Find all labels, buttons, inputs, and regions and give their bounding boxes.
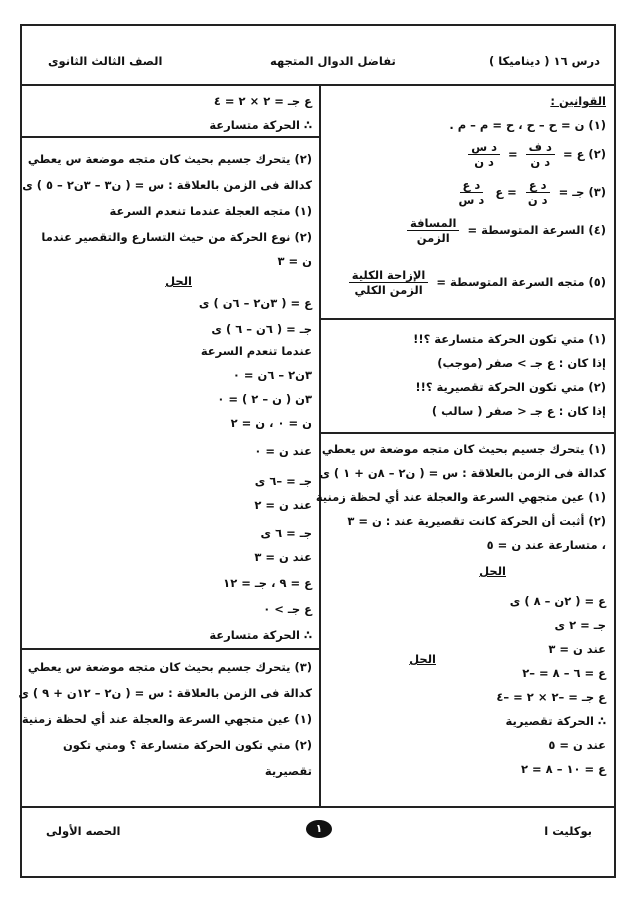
solution-line-6: ∴ الحركة تقصيرية <box>505 714 606 728</box>
law-2-prefix: (٢) ع = <box>562 147 606 161</box>
problem-3-line-3: (١) عين متجهي السرعة والعجلة عند أي لحظة زمنية <box>21 712 312 726</box>
footer-booklet: بوكليت ا <box>544 824 592 838</box>
problem-2-line-5: ن = ٣ <box>277 254 312 268</box>
left-solution-10: جـ = ٦ ى <box>260 526 312 540</box>
law-4-den: الزمن <box>416 231 450 245</box>
problem-2-line-2: كدالة فى الزمن بالعلاقة : س = ( ن٣ – ٣ن٢ – ٥ ) ى <box>22 178 312 192</box>
problem-3-line-2: كدالة فى الزمن بالعلاقة : س = ( ن٢ – ١٢ن + ٩ ) ى <box>18 686 312 700</box>
law-3-mid: = ع <box>495 185 517 199</box>
problem-1-line-2: كدالة فى الزمن بالعلاقة : س = ( ن٢ – ٨ن + ١ ) ى <box>319 466 606 480</box>
law-4-fraction <box>407 216 460 245</box>
law-5-num: الإزاحة الكلية <box>349 268 429 283</box>
law-5-fraction <box>349 268 429 297</box>
law-4-num: المسافة <box>407 216 460 231</box>
page-title: تفاضل الدوال المتجهه <box>270 54 396 68</box>
answer-1: إذا كان : ع جـ > صفر (موجب) <box>437 356 606 370</box>
footer-session: الحصه الأولى <box>46 824 121 838</box>
law-2-f2-num: د س <box>468 140 500 155</box>
problem-3-line-1: (٣) يتحرك جسيم بحيث كان متجه موضعة س يعطي <box>27 660 312 674</box>
solution-line-5: ع جـ = –٢ × ٢ = –٤ <box>496 690 606 704</box>
left-solution-6: ن = ٠ ، ن = ٢ <box>230 416 312 430</box>
right-column <box>315 86 606 806</box>
law-1: (١) ن = ح – ح ، ح = م – م . <box>449 118 606 132</box>
solution-line-1: ع = ( ٢ن – ٨ ) ى <box>509 594 606 608</box>
left-solution-8: جـ = –٦ ى <box>254 474 312 488</box>
law-3 <box>452 178 606 207</box>
grade-label: الصف الثالث الثانوى <box>48 54 163 68</box>
law-5 <box>345 268 606 297</box>
solution-line-8: ع = ١٠ – ٨ = ٢ <box>520 762 606 776</box>
left-solution-1: ع = ( ٣ن٢ – ٦ن ) ى <box>198 296 312 310</box>
problem-1-line-1: (١) يتحرك جسيم بحيث كان متجه موضعة س يعطي <box>321 442 606 456</box>
left-top-line-2: ∴ الحركة متسارعة <box>209 118 312 132</box>
law-2-f1-den: د ن <box>530 155 551 169</box>
problem-2-line-1: (٢) يتحرك جسيم بحيث كان متجه موضعة س يعطي <box>27 152 312 166</box>
solution-line-2: جـ = ٢ ى <box>554 618 606 632</box>
left-solution-2: جـ = ( ٦ن – ٦ ) ى <box>211 322 312 336</box>
lesson-label: درس ١٦ ( ديناميكا ) <box>488 54 600 68</box>
problem-1-line-3: (١) عين متجهي السرعة والعجلة عند أي لحظة زمنية <box>315 490 606 504</box>
left-column <box>18 86 312 806</box>
left-solution-9: عند ن = ٢ <box>254 498 312 512</box>
law-3-f2-num: د ع <box>460 178 484 193</box>
left-solution-4: ٣ن٢ – ٦ن = ٠ <box>232 368 312 382</box>
solution-line-7: عند ن = ٥ <box>548 738 606 752</box>
problem-3-line-4: (٢) متي تكون الحركة متسارعة ؟ ومتي تكون <box>62 738 312 752</box>
law-3-fraction-2 <box>456 178 488 207</box>
footer-divider <box>22 806 614 808</box>
law-2-fraction-2 <box>468 140 500 169</box>
solution-line-3: عند ن = ٣ <box>548 642 606 656</box>
left-solution-14: ∴ الحركة متسارعة <box>209 628 312 642</box>
problem-1-line-4: (٢) أثبت أن الحركة كانت تقصيرية عند : ن = ٣ <box>347 514 606 528</box>
problem-2-line-3: (١) متجه العجلة عندما تنعدم السرعة <box>109 204 312 218</box>
left-solution-11: عند ن = ٣ <box>254 550 312 564</box>
problem-2-line-4: (٢) نوع الحركة من حيث التسارع والتقصير عندما <box>41 230 312 244</box>
left-solution-13: ع جـ > ٠ <box>263 602 312 616</box>
law-2-f1-num: د ف <box>526 140 555 155</box>
solution-line-4: ع = ٦ – ٨ = –٢ <box>522 666 606 680</box>
laws-heading: القوانين : <box>550 94 606 108</box>
page-header <box>20 54 620 72</box>
question-1: (١) متي تكون الحركة متسارعة ؟!! <box>413 332 606 346</box>
law-3-fraction-1 <box>525 178 551 207</box>
page-number-badge: ١ <box>306 820 332 838</box>
left-top-line-1: ع جـ = ٢ × ٢ = ٤ <box>213 94 312 108</box>
left-solution-5: ٣ن ( ن – ٢ ) = ٠ <box>217 392 312 406</box>
law-4-label: (٤) السرعة المتوسطة = <box>467 223 606 237</box>
law-3-f1-num: د ع <box>526 178 550 193</box>
solution-label-left: الحل <box>165 274 192 288</box>
law-3-f1-den: د ن <box>527 193 548 207</box>
problem-1-line-5: ، متسارعة عند ن = ٥ <box>486 538 606 552</box>
law-2-eq: = <box>508 147 518 161</box>
law-5-label: (٥) متجه السرعة المتوسطة = <box>436 275 606 289</box>
law-2-fraction-1 <box>526 140 555 169</box>
law-5-den: الزمن الكلي <box>354 283 423 297</box>
answer-2: إذا كان : ع جـ < صفر ( سالب ) <box>431 404 606 418</box>
left-solution-12: ع = ٩ ، جـ = ١٢ <box>223 576 312 590</box>
problem-3-line-5: تقصيرية <box>264 764 312 778</box>
question-2: (٢) متي تكون الحركة تقصيرية ؟!! <box>415 380 606 394</box>
column-divider <box>319 85 321 807</box>
left-solution-7: عند ن = ٠ <box>254 444 312 458</box>
law-2-f2-den: د ن <box>474 155 494 169</box>
solution-label-2: الحل <box>409 652 436 666</box>
law-4 <box>403 216 606 245</box>
law-2 <box>464 140 606 169</box>
law-3-prefix: (٣) جـ = <box>558 185 606 199</box>
law-3-f2-den: د س <box>458 193 485 207</box>
left-solution-3: عندما تنعدم السرعة <box>200 344 312 358</box>
solution-label: الحل <box>479 564 506 578</box>
